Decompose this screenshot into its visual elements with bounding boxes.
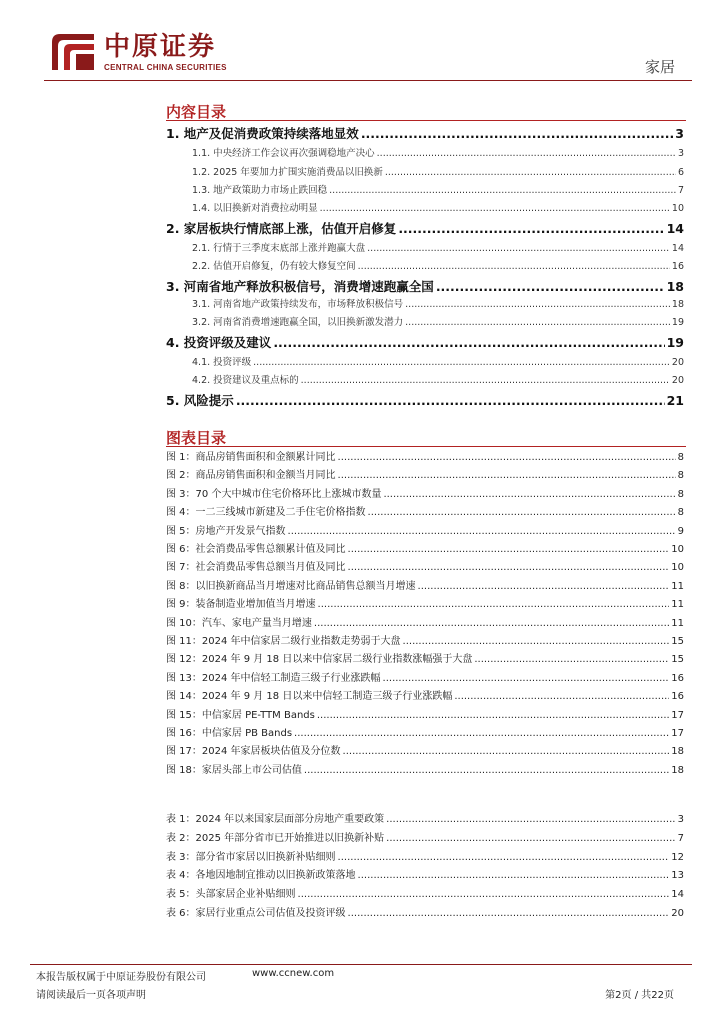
toc-section-entry-page: 6 <box>677 167 684 178</box>
table-entry-page: 14 <box>671 889 684 901</box>
toc-chapter-entry-page: 21 <box>666 393 684 408</box>
figure-entry-label: 图 5：房地产开发景气指数 <box>166 525 286 537</box>
table-entry-label: 表 1：2024 年以来国家层面部分房地产重要政策 <box>166 814 385 825</box>
dot-leader <box>343 746 670 757</box>
figure-entry[interactable] <box>166 577 684 595</box>
figure-entry-page: 11 <box>671 580 684 592</box>
figure-entry-page: 10 <box>671 562 684 574</box>
page-header <box>0 0 724 90</box>
figure-entry[interactable] <box>166 724 684 742</box>
figure-entry-label: 图 9：装备制造业增加值当月增速 <box>166 599 316 611</box>
figure-entry[interactable] <box>166 540 684 558</box>
dot-leader <box>358 870 670 881</box>
figure-entry[interactable] <box>166 650 684 668</box>
figure-entry[interactable] <box>166 761 684 779</box>
figure-entry-page: 10 <box>671 544 684 555</box>
figures-title-divider <box>166 446 686 447</box>
table-entry-page: 12 <box>671 851 684 863</box>
logo-english-name: CENTRAL CHINA SECURITIES <box>104 63 227 72</box>
dot-leader <box>294 728 669 739</box>
table-entry-page: 20 <box>671 908 684 919</box>
figure-entry[interactable] <box>166 742 684 760</box>
figure-entry[interactable] <box>166 522 684 540</box>
toc-section-entry[interactable] <box>192 372 684 390</box>
dot-leader <box>368 507 676 518</box>
figure-entry-page: 16 <box>671 672 684 684</box>
toc-section-entry-label: 4.1. 投资评级 <box>192 357 252 368</box>
header-divider <box>44 80 692 81</box>
figure-entry[interactable] <box>166 595 684 613</box>
toc-chapter-entry-label: 2. 家居板块行情底部上涨，估值开启修复 <box>166 221 397 236</box>
dot-leader <box>454 691 669 702</box>
figure-entry[interactable] <box>166 632 684 650</box>
toc-chapter-entry-label: 5. 风险提示 <box>166 393 234 408</box>
dot-leader <box>398 221 664 236</box>
toc-section-entry-label: 1.3. 地产政策助力市场止跌回稳 <box>192 185 328 196</box>
toc-chapter-entry[interactable] <box>166 333 684 353</box>
figure-entry-page: 9 <box>677 525 684 537</box>
toc-section-entry[interactable] <box>192 145 684 163</box>
figure-entry[interactable] <box>166 503 684 521</box>
dot-leader <box>361 126 673 141</box>
figures-title: 图表目录 <box>166 429 227 447</box>
footer-website-link[interactable]: www.ccnew.com <box>252 968 335 979</box>
figure-entry-page: 8 <box>677 488 684 500</box>
table-entry-label: 表 4：各地因地制宜推动以旧换新政策落地 <box>166 870 356 882</box>
figure-entry-page: 18 <box>671 764 684 776</box>
table-entry[interactable] <box>166 810 684 828</box>
toc-section-entry[interactable] <box>192 354 684 372</box>
dot-leader <box>273 335 664 350</box>
toc-title-divider <box>166 120 686 121</box>
dot-leader <box>383 489 675 500</box>
dot-leader <box>288 526 676 537</box>
figure-entry-label: 图 17：2024 年家居板块估值及分位数 <box>166 746 341 758</box>
figure-entry-page: 8 <box>677 507 684 519</box>
figure-entry[interactable] <box>166 687 684 705</box>
toc-section-entry-label: 2.2. 估值开启修复，仍有较大修复空间 <box>192 261 356 272</box>
toc-section-entry[interactable] <box>192 240 684 258</box>
toc-chapter-entry-page: 3 <box>675 126 684 141</box>
dot-leader <box>298 889 670 900</box>
figure-entry-page: 8 <box>677 452 684 463</box>
dot-leader <box>386 833 675 844</box>
toc-section-entry-page: 16 <box>671 261 684 272</box>
dot-leader <box>383 673 670 684</box>
dot-leader <box>385 167 676 178</box>
toc-chapter-entry-page: 18 <box>666 279 684 294</box>
toc-section-entry-page: 20 <box>671 375 684 386</box>
dot-leader <box>418 581 670 592</box>
dot-leader <box>386 814 675 825</box>
figure-entry-label: 图 12：2024 年 9 月 18 日以来中信家居二级行业指数涨幅强于大盘 <box>166 654 473 666</box>
dot-leader <box>338 452 676 463</box>
table-entry[interactable] <box>166 866 684 884</box>
figure-entry-label: 图 1：商品房销售面积和金额累计同比 <box>166 452 336 463</box>
figure-entry-page: 16 <box>671 691 684 703</box>
table-entry-label: 表 6：家居行业重点公司估值及投资评级 <box>166 908 346 919</box>
toc-chapter-entry[interactable] <box>166 124 684 144</box>
section-label: 家居 <box>644 58 675 76</box>
figure-entry-page: 18 <box>671 746 684 758</box>
toc-section-entry-page: 18 <box>671 299 684 310</box>
dot-leader <box>338 852 670 863</box>
dot-leader <box>317 710 669 721</box>
dot-leader <box>348 908 670 919</box>
dot-leader <box>405 317 670 328</box>
toc-section-entry[interactable] <box>192 258 684 276</box>
dot-leader <box>329 185 676 196</box>
toc-section-entry-label: 2.1. 行情于三季度末底部上涨并跑赢大盘 <box>192 243 366 254</box>
toc-section-entry-page: 14 <box>671 243 684 254</box>
toc-section-entry-label: 4.2. 投资建议及重点标的 <box>192 375 299 386</box>
figure-entry-page: 8 <box>677 470 684 482</box>
dot-leader <box>304 765 669 776</box>
figure-entry-page: 15 <box>671 636 684 647</box>
figure-entry[interactable] <box>166 614 684 632</box>
table-entry[interactable] <box>166 885 684 903</box>
logo-chinese-name: 中原证券 <box>104 32 217 62</box>
toc-chapter-entry[interactable] <box>166 391 684 411</box>
dot-leader <box>314 618 669 629</box>
dot-leader <box>348 562 670 573</box>
dot-leader <box>348 544 670 555</box>
table-entry-label: 表 3：部分省市家居以旧换新补贴细则 <box>166 851 336 863</box>
dot-leader <box>474 654 669 665</box>
figure-entry-label: 图 18：家居头部上市公司估值 <box>166 764 302 776</box>
dot-leader <box>377 148 676 159</box>
figure-entry-label: 图 14：2024 年 9 月 18 日以来中信轻工制造三级子行业涨跌幅 <box>166 691 453 703</box>
toc-section-entry-page: 3 <box>677 148 684 159</box>
figure-entry-page: 11 <box>671 617 684 629</box>
toc-chapter-entry-page: 14 <box>666 221 684 236</box>
dot-leader <box>320 203 670 214</box>
footer-page-number: 第2页 / 共22页 <box>605 990 674 1001</box>
toc-chapter-entry-label: 1. 地产及促消费政策持续落地显效 <box>166 126 359 141</box>
dot-leader <box>318 599 670 610</box>
toc-section-entry-label: 1.4. 以旧换新对消费拉动明显 <box>192 203 318 214</box>
toc-section-entry-page: 7 <box>677 185 684 196</box>
figure-entry-page: 11 <box>671 599 684 611</box>
toc-section-entry[interactable] <box>192 164 684 182</box>
toc-section-entry-page: 10 <box>671 203 684 214</box>
figure-entry[interactable] <box>166 485 684 503</box>
dot-leader <box>403 636 670 647</box>
footer-disclaimer: 请阅读最后一页各项声明 <box>36 990 146 1001</box>
table-entry-page: 7 <box>677 832 684 844</box>
dot-leader <box>338 470 676 481</box>
toc-chapter-entry-page: 19 <box>666 335 684 350</box>
dot-leader <box>405 299 670 310</box>
toc-section-entry[interactable] <box>192 182 684 200</box>
central-china-securities-logo-icon <box>50 32 100 72</box>
toc-section-entry[interactable] <box>192 296 684 314</box>
figure-entry-label: 图 16：中信家居 PB Bands <box>166 728 293 739</box>
dot-leader <box>436 279 665 294</box>
figure-entry[interactable] <box>166 558 684 576</box>
table-entry[interactable] <box>166 904 684 922</box>
dot-leader <box>253 357 670 368</box>
table-entry-page: 3 <box>677 814 684 825</box>
figure-entry-label: 图 11：2024 年中信家居二级行业指数走势弱于大盘 <box>166 636 401 647</box>
toc-section-entry-label: 3.2. 河南省消费增速跑赢全国，以旧换新激发潜力 <box>192 317 404 328</box>
dot-leader <box>367 243 670 254</box>
footer-copyright: 本报告版权属于中原证券股份有限公司 <box>36 972 206 983</box>
toc-section-entry-label: 3.1. 河南省地产政策持续发布，市场释放积极信号 <box>192 299 404 310</box>
toc-title: 内容目录 <box>166 103 227 121</box>
figure-entry-label: 图 4：一二三线城市新建及二手住宅价格指数 <box>166 507 366 519</box>
dot-leader <box>301 375 670 386</box>
dot-leader <box>358 261 670 272</box>
figure-entry-label: 图 7：社会消费品零售总额当月值及同比 <box>166 562 346 574</box>
toc-section-entry-label: 1.2. 2025 年要加力扩围实施消费品以旧换新 <box>192 167 383 178</box>
toc-section-entry[interactable] <box>192 200 684 218</box>
figure-entry[interactable] <box>166 706 684 724</box>
table-entry[interactable] <box>166 829 684 847</box>
footer-divider <box>30 964 692 965</box>
figure-entry-label: 图 2：商品房销售面积和金额当月同比 <box>166 470 336 482</box>
dot-leader <box>236 393 665 408</box>
toc-chapter-entry-label: 3. 河南省地产释放积极信号，消费增速跑赢全国 <box>166 279 434 294</box>
figure-entry-label: 图 10：汽车、家电产量当月增速 <box>166 617 312 629</box>
figure-entry-label: 图 15：中信家居 PE-TTM Bands <box>166 709 315 721</box>
toc-section-entry[interactable] <box>192 314 684 332</box>
table-entry-label: 表 5：头部家居企业补贴细则 <box>166 889 296 901</box>
toc-section-entry-label: 1.1. 中央经济工作会议再次强调稳地产决心 <box>192 148 375 159</box>
toc-chapter-entry[interactable] <box>166 277 684 297</box>
figure-entry-page: 17 <box>671 709 684 721</box>
figure-entry-label: 图 6：社会消费品零售总额累计值及同比 <box>166 544 346 555</box>
figure-entry-label: 图 3：70 个大中城市住宅价格环比上涨城市数量 <box>166 488 382 500</box>
figure-entry[interactable] <box>166 448 684 466</box>
figure-entry-page: 15 <box>671 654 684 666</box>
toc-chapter-entry-label: 4. 投资评级及建议 <box>166 335 272 350</box>
table-entry-page: 13 <box>671 870 684 882</box>
figure-entry-label: 图 13：2024 年中信轻工制造三级子行业涨跌幅 <box>166 672 381 684</box>
figure-entry-label: 图 8：以旧换新商品当月增速对比商品销售总额当月增速 <box>166 580 416 592</box>
table-entry-label: 表 2：2025 年部分省市已开始推进以旧换新补贴 <box>166 832 385 844</box>
toc-chapter-entry[interactable] <box>166 219 684 239</box>
table-entry[interactable] <box>166 848 684 866</box>
figure-entry[interactable] <box>166 669 684 687</box>
toc-section-entry-page: 19 <box>671 317 684 328</box>
toc-section-entry-page: 20 <box>671 357 684 368</box>
figure-entry[interactable] <box>166 466 684 484</box>
figure-entry-page: 17 <box>671 728 684 739</box>
